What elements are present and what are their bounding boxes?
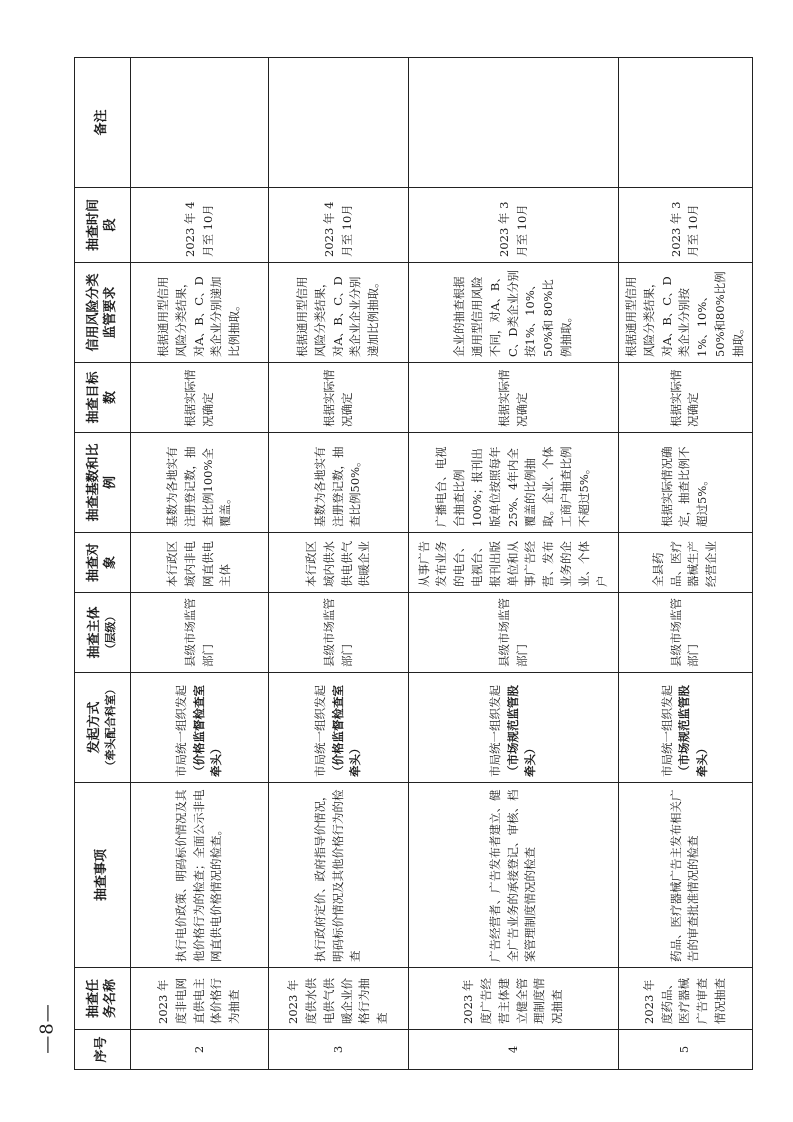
cell-method — [269, 673, 409, 783]
cell-method — [131, 673, 269, 783]
cell-seq: 4 — [409, 1030, 619, 1070]
spot-check-table — [74, 57, 753, 1070]
cell-period: 2023 年 3 月至 10月 — [619, 188, 753, 263]
header-target: 抽查对象 — [75, 533, 131, 593]
cell-goal: 根据实际情况确定 — [269, 363, 409, 433]
header-risk: 信用风险分类监管要求 — [75, 263, 131, 363]
cell-goal: 根据实际情况确定 — [619, 363, 753, 433]
cell-items: 广告经营者、广告发布者建立、健全广告业务的承接登记、审核、档案管理制度情况的检查 — [409, 783, 619, 968]
cell-method — [619, 673, 753, 783]
header-items: 抽查事项 — [75, 783, 131, 968]
cell-method-lead: （价格监督检查室牵头） — [191, 685, 224, 777]
cell-subject: 县级市场监管部门 — [269, 593, 409, 673]
header-method — [75, 673, 131, 783]
cell-base: 基数为各地实有注册登记数，抽查比例100%全覆盖。 — [131, 433, 269, 533]
cell-method-text: 市局统一组织发起 — [312, 685, 327, 777]
cell-seq: 3 — [269, 1030, 409, 1070]
header-base: 抽查基数和比例 — [75, 433, 131, 533]
cell-target: 全县药品、医疗器械生产经营企业 — [619, 533, 753, 593]
cell-seq: 2 — [131, 1030, 269, 1070]
cell-task-name: 2023 年度药品、医疗器械广告审查情况抽查 — [619, 968, 753, 1030]
cell-method — [409, 673, 619, 783]
cell-items: 执行电价政策、明码标价情况及其他价格行为的检查；全面公示非电网直供电价格情况的检查。 — [131, 783, 269, 968]
cell-items: 药品、医疗器械广告主发布相关广告的审查批准情况的检查 — [619, 783, 753, 968]
cell-target: 本行政区域内供水供电供气供暖企业 — [269, 533, 409, 593]
cell-subject: 县级市场监管部门 — [619, 593, 753, 673]
cell-goal: 根据实际情况确定 — [131, 363, 269, 433]
cell-task-name: 2023 年度广告经营主体建立健全管理制度情况抽查 — [409, 968, 619, 1030]
cell-remark — [409, 58, 619, 188]
header-period: 抽查时间段 — [75, 188, 131, 263]
cell-method-text: 市局统一组织发起 — [659, 685, 674, 777]
cell-target: 从事广告发布业务的电台、电视台、报刊出版单位和从事广告经营、发布业务的企业、个体户 — [409, 533, 619, 593]
cell-risk: 根据通用型信用风险分类结果，对A、B、C、D类企业分别递加比例抽取。 — [131, 263, 269, 363]
header-row — [75, 58, 131, 1070]
cell-task-name: 2023 年度非电网直供电主体价格行为抽查 — [131, 968, 269, 1030]
header-goal: 抽查目标数 — [75, 363, 131, 433]
table-row — [409, 58, 619, 1070]
page-number: —8— — [36, 1003, 58, 1054]
cell-risk: 根据通用型信用风险分类结果，对A、B、C、D类企业分别按1%、10%、50%和80%比例抽取。 — [619, 263, 753, 363]
table-row — [619, 58, 753, 1070]
cell-base: 基数为各地实有注册登记数，抽查比例50%。 — [269, 433, 409, 533]
cell-risk: 根据通用型信用风险分类结果，对A、B、C、D类企业企业分别递加比例抽取。 — [269, 263, 409, 363]
cell-items: 执行政府定价、政府指导价情况，明码标价情况及其他价格行为的检查 — [269, 783, 409, 968]
cell-remark — [269, 58, 409, 188]
header-subject-sub: （层级） — [103, 610, 117, 655]
cell-goal: 根据实际情况确定 — [409, 363, 619, 433]
cell-base: 根据实际情况确定，抽查比例不超过5%。 — [619, 433, 753, 533]
cell-seq: 5 — [619, 1030, 753, 1070]
header-subject-label: 抽查主体 — [86, 606, 102, 659]
cell-method-text: 市局统一组织发起 — [173, 685, 188, 777]
cell-task-name: 2023 年度供水供电供气供暖企业价格行为抽查 — [269, 968, 409, 1030]
header-task-name: 抽查任务名称 — [75, 968, 131, 1030]
rotated-table-page — [74, 58, 745, 1070]
table-row — [131, 58, 269, 1070]
cell-target: 本行政区域内非电网直供电主体 — [131, 533, 269, 593]
cell-subject: 县级市场监管部门 — [409, 593, 619, 673]
cell-risk: 企业的抽查根据通用型信用风险不同，对A、B、C、D类企业分别按1%、10%、50%和 80%比例抽取。 — [409, 263, 619, 363]
cell-period: 2023 年 4 月至 10月 — [269, 188, 409, 263]
cell-method-text: 市局统一组织发起 — [487, 685, 502, 777]
cell-method-lead: （价格监督检查室牵头） — [330, 685, 363, 777]
cell-remark — [619, 58, 753, 188]
cell-base: 广播电台、电视台抽查比例100%；报刊出版单位按照每年25%、4年内全覆盖的比例抽取。企业、个体工商户抽查比例不超过5%。 — [409, 433, 619, 533]
cell-subject: 县级市场监管部门 — [131, 593, 269, 673]
header-subject — [75, 593, 131, 673]
cell-remark — [131, 58, 269, 188]
table-row — [269, 58, 409, 1070]
header-remark: 备注 — [75, 58, 131, 188]
header-method-label: 发起方式 — [86, 701, 102, 754]
cell-period: 2023 年 3 月至 10月 — [409, 188, 619, 263]
cell-method-lead: （市场规范监管股牵头） — [677, 685, 710, 777]
header-method-sub: （牵头配合科室） — [103, 683, 117, 772]
header-seq: 序号 — [75, 1030, 131, 1070]
cell-period: 2023 年 4 月至 10月 — [131, 188, 269, 263]
cell-method-lead: （市场规范监管股牵头） — [505, 685, 538, 777]
